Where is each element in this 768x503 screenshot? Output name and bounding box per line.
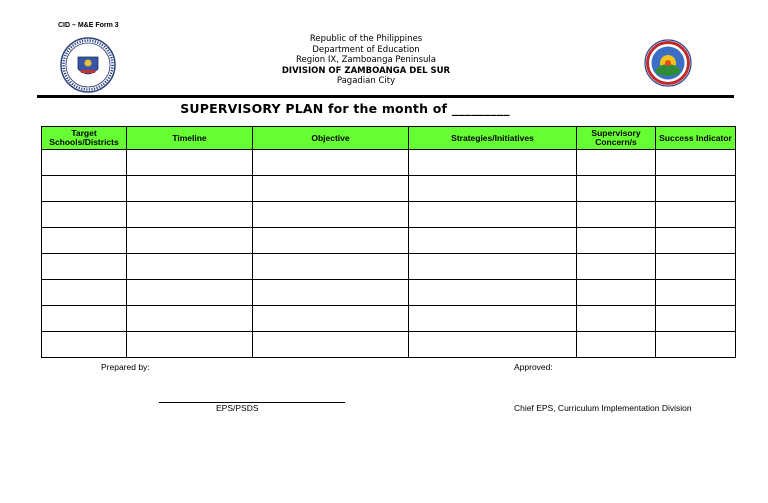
table-cell[interactable]	[127, 202, 253, 228]
table-cell[interactable]	[127, 150, 253, 176]
table-cell[interactable]	[42, 254, 127, 280]
table-cell[interactable]	[577, 176, 656, 202]
table-cell[interactable]	[656, 176, 736, 202]
table-cell[interactable]	[409, 280, 577, 306]
table-cell[interactable]	[577, 228, 656, 254]
table-cell[interactable]	[409, 176, 577, 202]
approved-label: Approved:	[514, 362, 553, 372]
table-cell[interactable]	[253, 306, 409, 332]
table-row	[42, 332, 736, 358]
table-cell[interactable]	[253, 332, 409, 358]
table-row	[42, 280, 736, 306]
table-cell[interactable]	[127, 176, 253, 202]
header-supervisory-concerns: Supervisory Concern/s	[577, 127, 656, 150]
table-cell[interactable]	[409, 228, 577, 254]
table-cell[interactable]	[42, 176, 127, 202]
table-cell[interactable]	[656, 228, 736, 254]
table-cell[interactable]	[253, 254, 409, 280]
table-cell[interactable]	[42, 306, 127, 332]
table-row	[42, 228, 736, 254]
table-header-row	[42, 127, 736, 150]
table-cell[interactable]	[577, 280, 656, 306]
table-cell[interactable]	[42, 280, 127, 306]
city-line: Pagadian City	[336, 76, 396, 86]
header-divider	[37, 95, 734, 98]
form-code: CID – M&E Form 3	[58, 22, 119, 29]
table-cell[interactable]	[127, 332, 253, 358]
table-cell[interactable]	[656, 280, 736, 306]
approver-title: Chief EPS, Curriculum Implementation Division	[514, 403, 692, 413]
deped-seal-logo	[60, 37, 116, 93]
table-row	[42, 150, 736, 176]
table-cell[interactable]	[409, 150, 577, 176]
preparer-title: EPS/PSDS	[216, 403, 259, 413]
table-cell[interactable]	[127, 306, 253, 332]
header-timeline: Timeline	[127, 127, 253, 150]
table-cell[interactable]	[409, 202, 577, 228]
table-cell[interactable]	[253, 280, 409, 306]
table-cell[interactable]	[127, 254, 253, 280]
table-cell[interactable]	[656, 332, 736, 358]
table-cell[interactable]	[577, 150, 656, 176]
header-objective: Objective	[253, 127, 409, 150]
table-cell[interactable]	[656, 306, 736, 332]
table-cell[interactable]	[656, 254, 736, 280]
table-cell[interactable]	[409, 254, 577, 280]
region-line: Region IX, Zamboanga Peninsula	[296, 55, 436, 65]
prepared-by-label: Prepared by:	[101, 362, 150, 372]
letterhead	[236, 34, 496, 87]
header-target-schools: Target Schools/Districts	[42, 127, 127, 150]
table-cell[interactable]	[42, 150, 127, 176]
table-cell[interactable]	[253, 228, 409, 254]
table-cell[interactable]	[409, 306, 577, 332]
table-cell[interactable]	[253, 176, 409, 202]
country-line: Republic of the Philippines	[309, 34, 423, 44]
table-cell[interactable]	[656, 150, 736, 176]
table-cell[interactable]	[253, 202, 409, 228]
division-line: DIVISION OF ZAMBOANGA DEL SUR	[281, 65, 451, 76]
table-cell[interactable]	[409, 332, 577, 358]
table-cell[interactable]	[577, 306, 656, 332]
header-strategies: Strategies/Initiatives	[409, 127, 577, 150]
supervisory-plan-table	[41, 126, 736, 358]
table-row	[42, 306, 736, 332]
plan-title: SUPERVISORY PLAN for the month of _________	[180, 101, 510, 116]
table-cell[interactable]	[253, 150, 409, 176]
table-row	[42, 202, 736, 228]
table-row	[42, 176, 736, 202]
table-cell[interactable]	[577, 332, 656, 358]
department-line: Department of Education	[312, 44, 420, 55]
table-cell[interactable]	[42, 332, 127, 358]
division-seal-logo	[644, 39, 692, 87]
table-cell[interactable]	[127, 280, 253, 306]
table-cell[interactable]	[577, 202, 656, 228]
table-cell[interactable]	[127, 228, 253, 254]
header-success-indicator: Success Indicator	[656, 127, 736, 150]
table-cell[interactable]	[42, 202, 127, 228]
table-cell[interactable]	[656, 202, 736, 228]
table-cell[interactable]	[42, 228, 127, 254]
table-row	[42, 254, 736, 280]
table-cell[interactable]	[577, 254, 656, 280]
